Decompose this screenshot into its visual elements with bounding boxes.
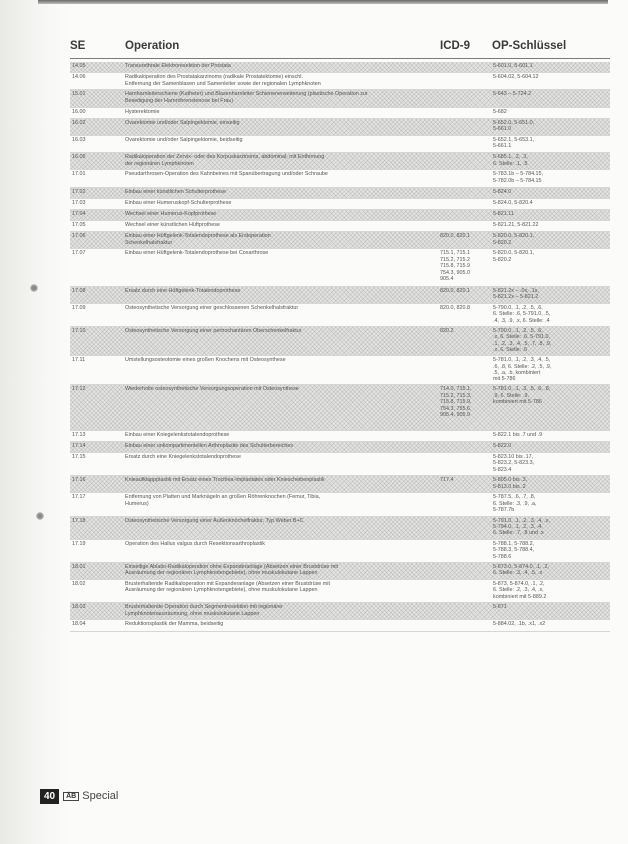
table-body bbox=[70, 62, 610, 632]
row-sc: 17.14 bbox=[72, 442, 86, 449]
row-sc: 14.06 bbox=[72, 74, 86, 81]
row-ops: 5-682 bbox=[493, 108, 507, 115]
row-operation: Einbau einer Hüftgelenk-Totalendoprothese als Erstoperation Schenkelhalsfraktur bbox=[125, 233, 271, 246]
row-icd: 820.0, 820.1 bbox=[440, 287, 470, 294]
row-sc: 17.11 bbox=[72, 357, 86, 364]
table-row bbox=[70, 287, 610, 304]
row-operation: Entfernung von Platten und Marknägeln an großen Röhrenknochen (Femur, Tibia, Humerus) bbox=[125, 494, 321, 507]
row-sc: 18.01 bbox=[72, 563, 86, 570]
row-ops: 5-643 – 5-724.2 bbox=[493, 91, 532, 98]
row-ops: 5-790.0, .1, .2, .5, .6, .x, 6. Stelle: .6, 5-791.0, .1, .2, .3, .4, .5, .7, .8, .9, .x, 6. Stelle: .6 bbox=[493, 328, 552, 354]
table-row bbox=[70, 517, 610, 540]
row-operation: Osteosynthetische Versorgung einer Außenknöchelfraktur, Typ Weber B+C bbox=[125, 517, 304, 524]
row-ops: 5-781.0, .1, .3, .5, .6, .8, .9, 6. Stelle: .9, kombiniert mit 5-786 bbox=[493, 386, 551, 406]
table-row bbox=[70, 108, 610, 119]
row-sc: 18.02 bbox=[72, 581, 86, 588]
row-icd: 820.0, 820.1 bbox=[440, 233, 470, 240]
table-row bbox=[70, 356, 610, 385]
table-row bbox=[70, 119, 610, 136]
row-icd: 717.4 bbox=[440, 477, 454, 484]
table-row bbox=[70, 493, 610, 516]
row-ops: 5-823.10 bis .17, 5-823.2, 5-823.3, 5-823.4 bbox=[493, 453, 535, 473]
row-ops: 5-822.1 bis .7 und .9 bbox=[493, 431, 543, 438]
footer-label: Special bbox=[82, 790, 119, 802]
row-ops: 5-783.1b – 5-784.15, 5-782.0b – 5-784.15 bbox=[493, 171, 544, 184]
publisher-logo: ÄB bbox=[63, 792, 79, 801]
table-row bbox=[70, 153, 610, 170]
row-icd: 820.2 bbox=[440, 328, 454, 334]
row-ops: 5-820.0, 5-820.1, 5-820.2 bbox=[493, 250, 535, 263]
row-ops: 5-824.0, 5-820.4 bbox=[493, 199, 533, 206]
header-operation: Operation bbox=[125, 40, 180, 52]
row-operation: Pseudarthrosen-Operation des Kahnbeines mit Spanübertragung und/oder Schraube bbox=[125, 171, 328, 178]
table-row bbox=[70, 249, 610, 286]
row-operation: Einbau einer Hüftgelenk-Totalendoprothese bei Coxarthrose bbox=[125, 250, 269, 257]
top-rule bbox=[38, 0, 608, 4]
row-sc: 17.15 bbox=[72, 453, 86, 460]
table-row bbox=[70, 442, 610, 453]
row-ops: 5-787.5, .6, .7, .8, 6. Stelle: .3, .9, .a, 5-787.7b bbox=[493, 494, 537, 514]
row-operation: Ersatz durch eine Hüftgelenk-Totalendoprothese bbox=[125, 287, 241, 294]
row-sc: 16.05 bbox=[72, 154, 86, 161]
row-operation: Einbau einer Kniegelenkstotalendoprothese bbox=[125, 431, 230, 438]
row-sc: 17.06 bbox=[72, 233, 86, 240]
row-operation: Ovarektomie und/oder Salpingektomie, einseitig bbox=[125, 119, 240, 126]
row-sc: 17.05 bbox=[72, 222, 86, 229]
row-sc: 17.08 bbox=[72, 287, 86, 294]
row-sc: 17.13 bbox=[72, 431, 86, 438]
row-operation: Operation des Hallux valgus durch Resektionsarthroplastik bbox=[125, 540, 265, 547]
row-sc: 14.05 bbox=[72, 63, 86, 69]
table-row bbox=[70, 136, 610, 153]
row-ops: 5-884.02, .1b, .x1, .x2 bbox=[493, 621, 546, 628]
binding-hole bbox=[36, 512, 44, 520]
row-sc: 17.18 bbox=[72, 517, 86, 524]
row-operation: Transurethrale Elektroresektion der Prostata bbox=[125, 63, 231, 69]
row-operation: Einseitige Ablatio-Radikaloperation ohne Expanderanlage (Absetzen einer Brustdrüse mit Ausräumung der regionären Lymphknotengebiete), ohne muskulokutane Lappen bbox=[125, 563, 339, 577]
row-ops: 5-822.0 bbox=[493, 442, 512, 449]
row-sc: 16.02 bbox=[72, 119, 86, 126]
row-ops: 5-652.1, 5-653.1, 5-661.1 bbox=[493, 136, 535, 150]
header-sc: SE bbox=[70, 40, 86, 52]
row-icd: 820.0, 820.8 bbox=[440, 304, 470, 311]
row-ops: 5-820.0, 5-820.1, 5-820.2 bbox=[493, 233, 535, 246]
row-operation: Einbau einer künstlichen Schulterprothese bbox=[125, 188, 226, 195]
row-operation: Osteosynthetische Versorgung einer geschlossenen Schenkelhalsfraktur bbox=[125, 304, 299, 311]
row-ops: 5-821.21, 5-821.22 bbox=[493, 222, 539, 229]
header-ops: OP-Schlüssel bbox=[492, 40, 567, 52]
table-row bbox=[70, 304, 610, 327]
row-ops: 5-685.1, .2, .3, 6. Stelle: .1, .5 bbox=[493, 154, 528, 167]
table-row bbox=[70, 73, 610, 90]
row-operation: Wechsel einer Humerus-Kopfprothese bbox=[125, 210, 217, 217]
table-row bbox=[70, 232, 610, 249]
row-ops: 5-601.0, 5-601.1 bbox=[493, 63, 533, 69]
row-ops: 5-805.0 bis .3, 5-813.0 bis .2 bbox=[493, 477, 528, 490]
table-row bbox=[70, 620, 610, 631]
row-sc: 16.00 bbox=[72, 108, 86, 115]
row-sc: 18.03 bbox=[72, 604, 86, 611]
table-row bbox=[70, 62, 610, 73]
table-row bbox=[70, 603, 610, 620]
row-sc: 17.12 bbox=[72, 386, 86, 393]
row-icd: 715.1, 715.1 715.2, 715.2 715.8, 715.9 754.3, 905.0 905.4 bbox=[440, 250, 470, 283]
header-icd: ICD-9 bbox=[440, 40, 471, 52]
table-row bbox=[70, 221, 610, 232]
table-row bbox=[70, 327, 610, 356]
binding-hole bbox=[30, 284, 38, 292]
row-ops: 5-821.2x – .0x, .1x, 5-821.2x – 5-821.2 bbox=[493, 287, 539, 301]
table-header bbox=[70, 38, 610, 59]
row-ops: 5-791.0, .1, .2, .3, .4, .x, 5-794.0, .1, .2, .3, .4, 6. Stelle: .7, .8 und .x bbox=[493, 517, 550, 537]
row-sc: 17.03 bbox=[72, 199, 86, 206]
footer bbox=[40, 787, 150, 805]
row-operation: Umstellungsosteotomie eines großen Knochens mit Osteosynthese bbox=[125, 357, 286, 364]
table-row bbox=[70, 210, 610, 221]
row-operation: Ersatz durch eine Kniegelenkstotalendoprothese bbox=[125, 453, 241, 460]
row-ops: 5-821.11 bbox=[493, 210, 514, 217]
row-operation: Hysterektomie bbox=[125, 108, 160, 115]
row-operation: Radikaloperation der Zervix- oder des Korpuskarzinoms, abdominal, mit Entfernung der regionären Lymphknoten bbox=[125, 154, 325, 167]
table-row bbox=[70, 580, 610, 603]
row-ops: 5-652.0, 5-651.0, 5-661.0 bbox=[493, 119, 535, 133]
row-operation: Brusterhaltende Operation durch Segmentresektion mit regionärer Lymphknotenausräumung, ohne muskulokutane Lappen bbox=[125, 604, 283, 617]
row-ops: 5-824.0 bbox=[493, 188, 512, 195]
row-ops: 5-873, 5-874.0, .1, .2, 6. Stelle: .2, .3, .4, .x, kombiniert mit 5-889.2 bbox=[493, 581, 547, 600]
row-operation: Brusterhaltende Radikaloperation mit Expanderanlage (Absetzen einer Brustdrüse mit Ausräumung der regionären Lymphknotengebiete), ohne muskulokutane Lappen bbox=[125, 581, 330, 594]
row-sc: 17.09 bbox=[72, 304, 86, 311]
row-sc: 17.19 bbox=[72, 540, 86, 547]
row-sc: 16.03 bbox=[72, 136, 86, 143]
row-operation: Wechsel einer künstlichen Hüftprothese bbox=[125, 222, 220, 229]
row-ops: 5-781.0, .1, .2, .3, .4, .5, .6, .8, 6. Stelle: .2, .5, .9, .5, .a, .b, kombiniert mit 5-786 bbox=[493, 357, 552, 383]
table-row bbox=[70, 453, 610, 476]
row-sc: 17.17 bbox=[72, 494, 86, 501]
row-ops: 5-604.02, 5-604.12 bbox=[493, 74, 539, 81]
row-sc: 17.04 bbox=[72, 210, 86, 217]
table-row bbox=[70, 170, 610, 187]
row-operation: Harnharnleiterschiene (Katheter) und Blasenharnleiter Schienenerweiterung (plastische Operation zur Beseitigung der Harnröhrenstenose bei Frau) bbox=[125, 91, 368, 104]
row-ops: 5-873.0, 5-874.0, .1, .2, 6. Stelle: .3, .4, .5, .x bbox=[493, 563, 550, 577]
row-sc: 15.01 bbox=[72, 91, 86, 98]
row-sc: 18.04 bbox=[72, 621, 86, 628]
row-operation: Knieaufklappplastik mit Ersatz eines Trochlea-Implantates oder Kniescheibenplastik bbox=[125, 477, 325, 484]
row-operation: Einbau einer unkompartimentellen Arthroplastie des Schulterbereiches bbox=[125, 442, 294, 449]
row-sc: 17.01 bbox=[72, 171, 86, 178]
row-icd: 714.0, 715.1, 715.2, 715.3, 715.8, 715.9, 754.3, 755.6, 905.4, 905.9 bbox=[440, 386, 472, 418]
row-operation: Osteosynthetische Versorgung einer pertrochantären Oberschenkelfraktur bbox=[125, 328, 302, 334]
row-ops: 5-790.0, .1, .2, .5, .6, 6. Stelle: .6, 5-791.0, .5, .4, .3, .9, .x, 6. Stelle: .4 bbox=[493, 304, 551, 324]
row-sc: 17.16 bbox=[72, 477, 86, 484]
row-operation: Radikaloperation des Prostatakarzinoms (radikale Prostatektomie) einschl. Entfernung der Samenblasen und Samenleiter sowie der regionalen Lymphknoten bbox=[125, 74, 321, 87]
row-operation: Wiederholte osteosynthetische Versorgungsoperation mit Osteosynthese bbox=[125, 386, 299, 393]
page-number: 40 bbox=[40, 789, 59, 804]
row-ops: 5-788.1, 5-788.2, 5-788.3, 5-788.4, 5-788.6 bbox=[493, 540, 535, 560]
row-sc: 17.07 bbox=[72, 250, 86, 257]
table-row bbox=[70, 540, 610, 563]
row-operation: Einbau einer Humeruskopf-Schulterprothese bbox=[125, 199, 232, 206]
row-sc: 17.10 bbox=[72, 328, 86, 334]
table-row bbox=[70, 476, 610, 493]
table-row bbox=[70, 385, 610, 430]
table-row bbox=[70, 563, 610, 580]
row-operation: Ovarektomie und/oder Salpingektomie, beidseitig bbox=[125, 136, 243, 143]
table-row bbox=[70, 431, 610, 442]
table-row bbox=[70, 199, 610, 210]
row-ops: 5-871 bbox=[493, 604, 507, 611]
row-operation: Reduktionsplastik der Mamma, beidseitig bbox=[125, 621, 224, 628]
row-sc: 17.02 bbox=[72, 188, 86, 195]
table-row bbox=[70, 90, 610, 107]
table-row bbox=[70, 188, 610, 199]
